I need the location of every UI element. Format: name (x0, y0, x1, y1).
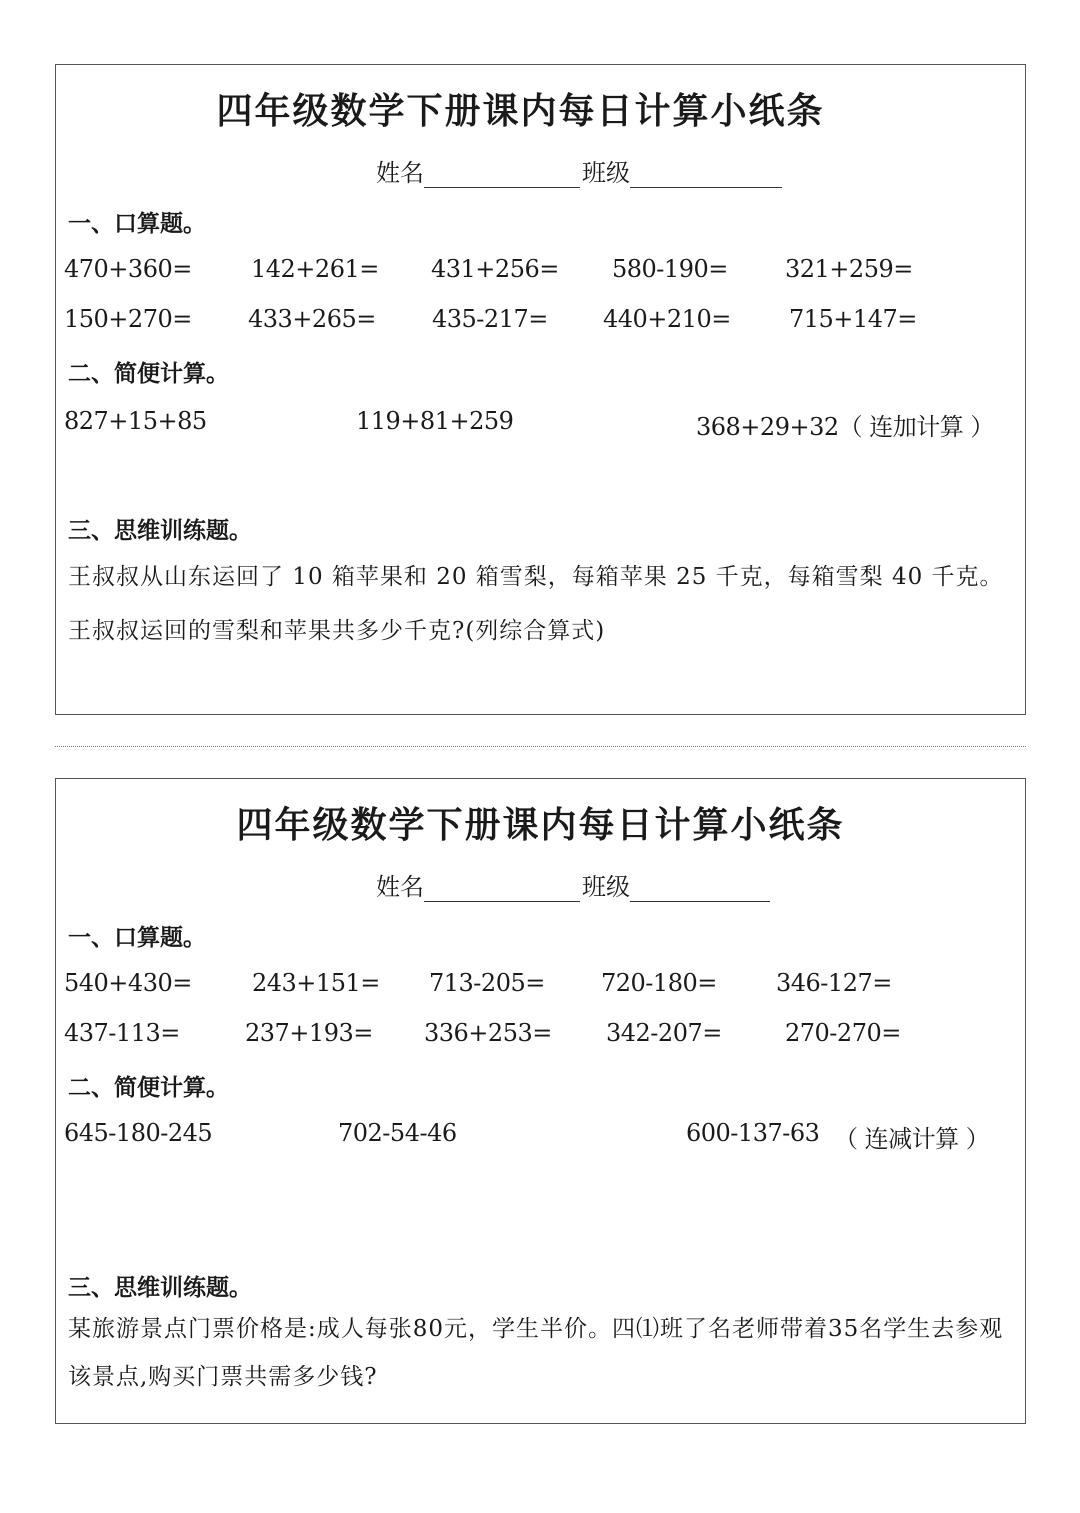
name-class-row (376, 867, 772, 902)
oral-expression: 142+261= (251, 255, 379, 283)
oral-expression: 431+256= (431, 255, 559, 283)
section-heading-simplify: 二、简便计算。 (68, 1075, 229, 1101)
word-problem: 王叔叔从山东运回了 10 箱苹果和 20 箱雪梨，每箱苹果 25 千克，每箱雪梨 40 千克。王叔叔运回的雪梨和苹果共多少千克?(列综合算式) (68, 564, 1004, 644)
sheet-title: 四年级数学下册课内每日计算小纸条 (236, 805, 845, 846)
section-heading-oral: 一、口算题。 (68, 211, 206, 237)
simplify-note: （ 连减计算 ） (834, 1125, 990, 1153)
oral-expression: 470+360= (64, 255, 192, 283)
simplify-expression: 702-54-46 (338, 1119, 457, 1147)
oral-expression: 433+265= (248, 305, 376, 333)
section-heading-thinking: 三、思维训练题。 (68, 518, 252, 544)
oral-expression: 580-190= (612, 255, 728, 283)
oral-expression: 321+259= (785, 255, 913, 283)
section-heading-oral: 一、口算题。 (68, 925, 206, 951)
section-heading-thinking: 三、思维训练题。 (68, 1275, 252, 1301)
oral-expression: 243+151= (252, 969, 380, 997)
class-label: 班级 (582, 159, 630, 187)
simplify-expression: 600-137-63 (686, 1119, 820, 1147)
worksheet-card-1 (55, 64, 1026, 715)
class-blank[interactable] (630, 162, 782, 188)
name-label: 姓名 (376, 159, 424, 187)
oral-expression: 346-127= (776, 969, 892, 997)
oral-expression: 720-180= (601, 969, 717, 997)
name-class-row (376, 153, 784, 188)
oral-expression: 435-217= (432, 305, 548, 333)
simplify-expression: 645-180-245 (64, 1119, 213, 1147)
oral-expression: 437-113= (64, 1019, 180, 1047)
oral-expression: 336+253= (424, 1019, 552, 1047)
name-blank[interactable] (424, 162, 580, 188)
oral-expression: 342-207= (606, 1019, 722, 1047)
oral-expression: 715+147= (789, 305, 917, 333)
oral-expression: 150+270= (64, 305, 192, 333)
word-problem: 某旅游景点门票价格是:成人每张80元，学生半价。四⑴班了名老师带着35名学生去参观该景点,购买门票共需多少钱? (68, 1316, 1004, 1390)
name-blank[interactable] (424, 876, 580, 902)
section-heading-simplify: 二、简便计算。 (68, 361, 229, 387)
simplify-expression: 827+15+85 (64, 407, 207, 435)
class-blank[interactable] (630, 876, 770, 902)
class-label: 班级 (582, 873, 630, 901)
oral-expression: 440+210= (603, 305, 731, 333)
oral-expression: 270-270= (785, 1019, 901, 1047)
sheet-title: 四年级数学下册课内每日计算小纸条 (216, 91, 825, 132)
simplify-expression: 119+81+259 (356, 407, 514, 435)
worksheet-card-2 (55, 778, 1026, 1424)
oral-expression: 540+430= (64, 969, 192, 997)
simplify-expression: 368+29+32（ 连加计算 ） (696, 413, 994, 441)
oral-expression: 713-205= (429, 969, 545, 997)
oral-expression: 237+193= (245, 1019, 373, 1047)
cut-line (55, 746, 1026, 747)
name-label: 姓名 (376, 873, 424, 901)
